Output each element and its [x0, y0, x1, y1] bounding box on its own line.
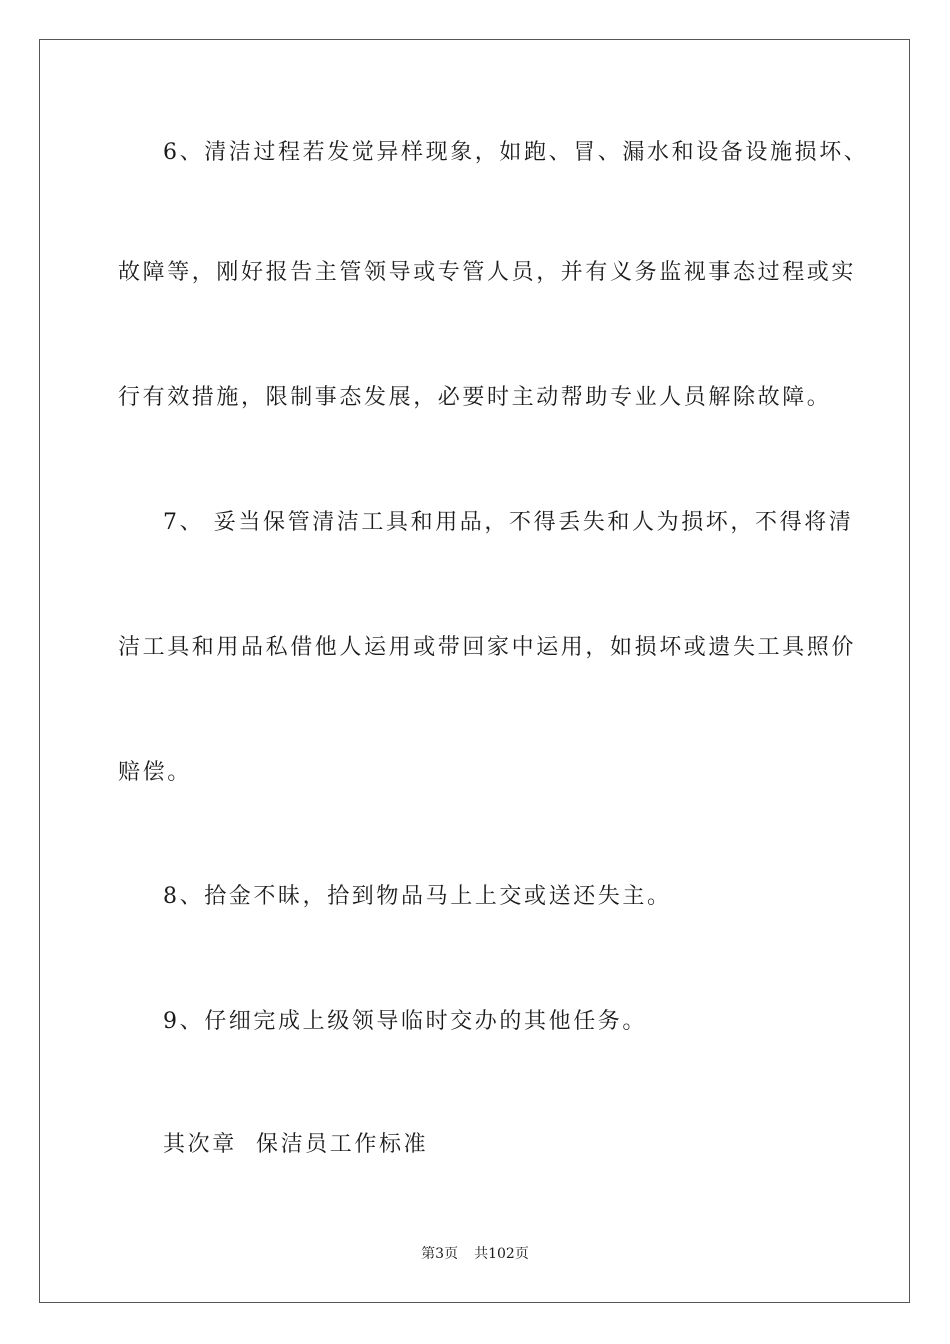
paragraph-7-line-1: 7、 妥当保管清洁工具和用品，不得丢失和人为损坏，不得将清: [163, 510, 854, 535]
chapter-heading: 其次章 保洁员工作标准: [163, 1132, 429, 1157]
paragraph-9-line-1: 9、仔细完成上级领导临时交办的其他任务。: [163, 1009, 647, 1034]
page-number: 第3页: [421, 1246, 459, 1262]
paragraph-6-line-3: 行有效措施，限制事态发展，必要时主动帮助专业人员解除故障。: [118, 385, 832, 410]
page-footer: [0, 1245, 950, 1263]
paragraph-8-line-1: 8、拾金不昧，拾到物品马上上交或送还失主。: [163, 884, 672, 909]
paragraph-7-line-2: 洁工具和用品私借他人运用或带回家中运用，如损坏或遗失工具照价: [118, 635, 857, 660]
paragraph-7-line-3: 赔偿。: [118, 760, 192, 785]
page-total: 共102页: [474, 1246, 529, 1262]
paragraph-6-line-2: 故障等，刚好报告主管领导或专管人员，并有义务监视事态过程或实: [118, 260, 857, 285]
page-frame: [39, 39, 910, 1303]
paragraph-6-line-1: 6、清洁过程若发觉异样现象，如跑、冒、漏水和设备设施损坏、: [163, 140, 869, 165]
